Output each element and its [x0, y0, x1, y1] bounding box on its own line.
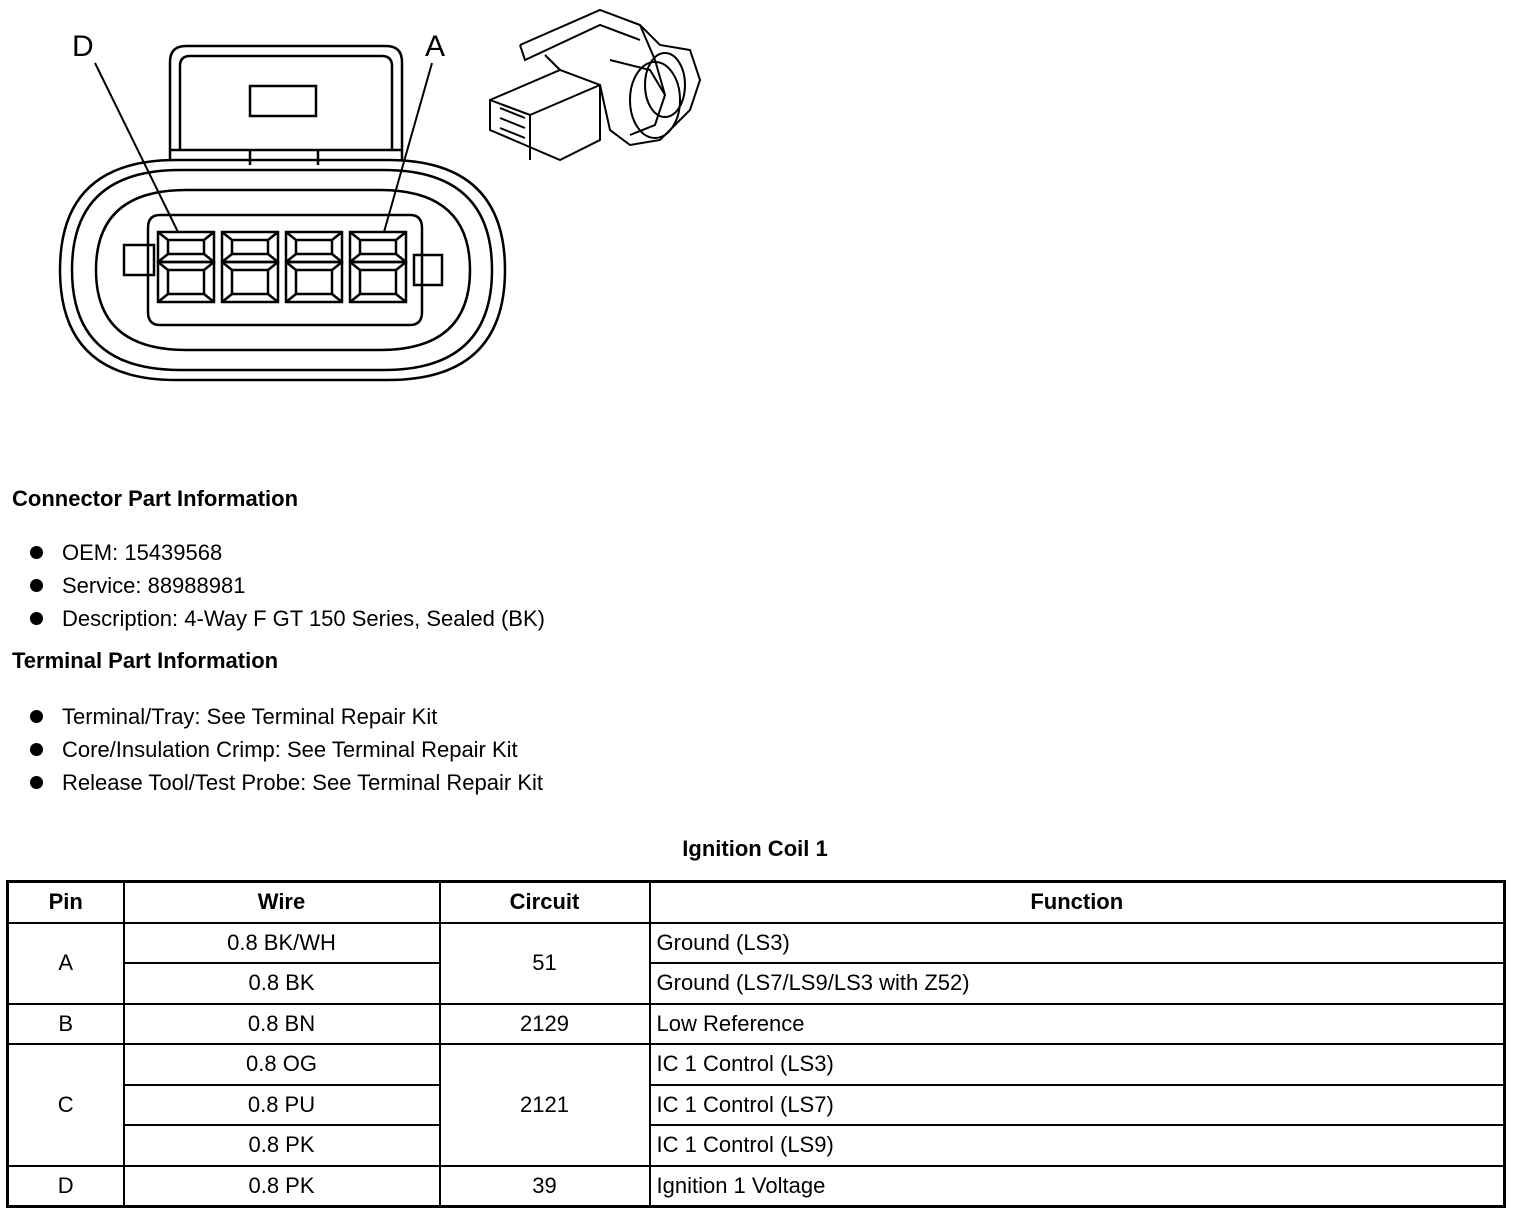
table-row — [8, 1085, 1505, 1126]
cell-circuit: 2129 — [440, 1004, 650, 1045]
cell-wire: 0.8 BN — [124, 1004, 440, 1045]
cell-pin: A — [8, 923, 124, 1004]
bullet-icon — [30, 546, 43, 559]
table-row — [8, 1004, 1505, 1045]
terminal-contact — [232, 270, 268, 294]
cell-wire: 0.8 PK — [124, 1166, 440, 1207]
cell-circuit: 39 — [440, 1166, 650, 1207]
table-header-row — [8, 882, 1505, 923]
terminal-contact — [168, 270, 204, 294]
terminal-contact — [296, 270, 332, 294]
header-wire: Wire — [124, 882, 440, 923]
cell-function: IC 1 Control (LS7) — [650, 1085, 1505, 1126]
cell-wire: 0.8 BK/WH — [124, 923, 440, 964]
terminal-info-list — [28, 700, 543, 799]
cell-wire: 0.8 OG — [124, 1044, 440, 1085]
table-row — [8, 1125, 1505, 1166]
table-row — [8, 923, 1505, 964]
header-function: Function — [650, 882, 1505, 923]
cell-pin: C — [8, 1044, 124, 1166]
list-item: Core/Insulation Crimp: See Terminal Repair Kit — [28, 733, 543, 766]
cell-wire: 0.8 PU — [124, 1085, 440, 1126]
table-row — [8, 1166, 1505, 1207]
list-item: Release Tool/Test Probe: See Terminal Repair Kit — [28, 766, 543, 799]
table-title: Ignition Coil 1 — [682, 836, 828, 861]
header-pin: Pin — [8, 882, 124, 923]
bullet-icon — [30, 743, 43, 756]
cell-pin: B — [8, 1004, 124, 1045]
table-row — [8, 963, 1505, 1004]
list-item: OEM: 15439568 — [28, 536, 545, 569]
cell-function: IC 1 Control (LS9) — [650, 1125, 1505, 1166]
bullet-icon — [30, 710, 43, 723]
cell-function: Ground (LS3) — [650, 923, 1505, 964]
connector-info-list — [28, 536, 545, 635]
terminal-cavity — [350, 232, 406, 262]
terminal-cavity — [222, 232, 278, 262]
connector-info-title: Connector Part Information — [12, 486, 299, 511]
terminal-info-title: Terminal Part Information — [12, 648, 279, 673]
pin-label-a: A — [425, 30, 446, 63]
cell-circuit: 2121 — [440, 1044, 650, 1166]
list-item: Terminal/Tray: See Terminal Repair Kit — [28, 700, 543, 733]
list-item: Service: 88988981 — [28, 569, 545, 602]
terminal-contact — [360, 270, 396, 294]
connector-isometric-view — [490, 10, 700, 160]
cell-function: Ignition 1 Voltage — [650, 1166, 1505, 1207]
terminal-contact — [168, 240, 204, 254]
pin-label-d: D — [72, 30, 94, 63]
bullet-icon — [30, 579, 43, 592]
connector-diagram — [0, 0, 720, 400]
terminal-contact — [296, 240, 332, 254]
list-item: Description: 4-Way F GT 150 Series, Sealed (BK) — [28, 602, 545, 635]
cell-circuit: 51 — [440, 923, 650, 1004]
table-row — [8, 1044, 1505, 1085]
cell-function: Ground (LS7/LS9/LS3 with Z52) — [650, 963, 1505, 1004]
header-circuit: Circuit — [440, 882, 650, 923]
cell-wire: 0.8 PK — [124, 1125, 440, 1166]
terminal-contact — [232, 240, 268, 254]
bullet-icon — [30, 612, 43, 625]
terminal-contact — [360, 240, 396, 254]
terminal-cavity — [158, 232, 214, 262]
pinout-table — [6, 880, 1506, 1208]
cell-function: IC 1 Control (LS3) — [650, 1044, 1505, 1085]
cell-wire: 0.8 BK — [124, 963, 440, 1004]
terminal-cavity — [286, 232, 342, 262]
cell-function: Low Reference — [650, 1004, 1505, 1045]
bullet-icon — [30, 776, 43, 789]
cell-pin: D — [8, 1166, 124, 1207]
